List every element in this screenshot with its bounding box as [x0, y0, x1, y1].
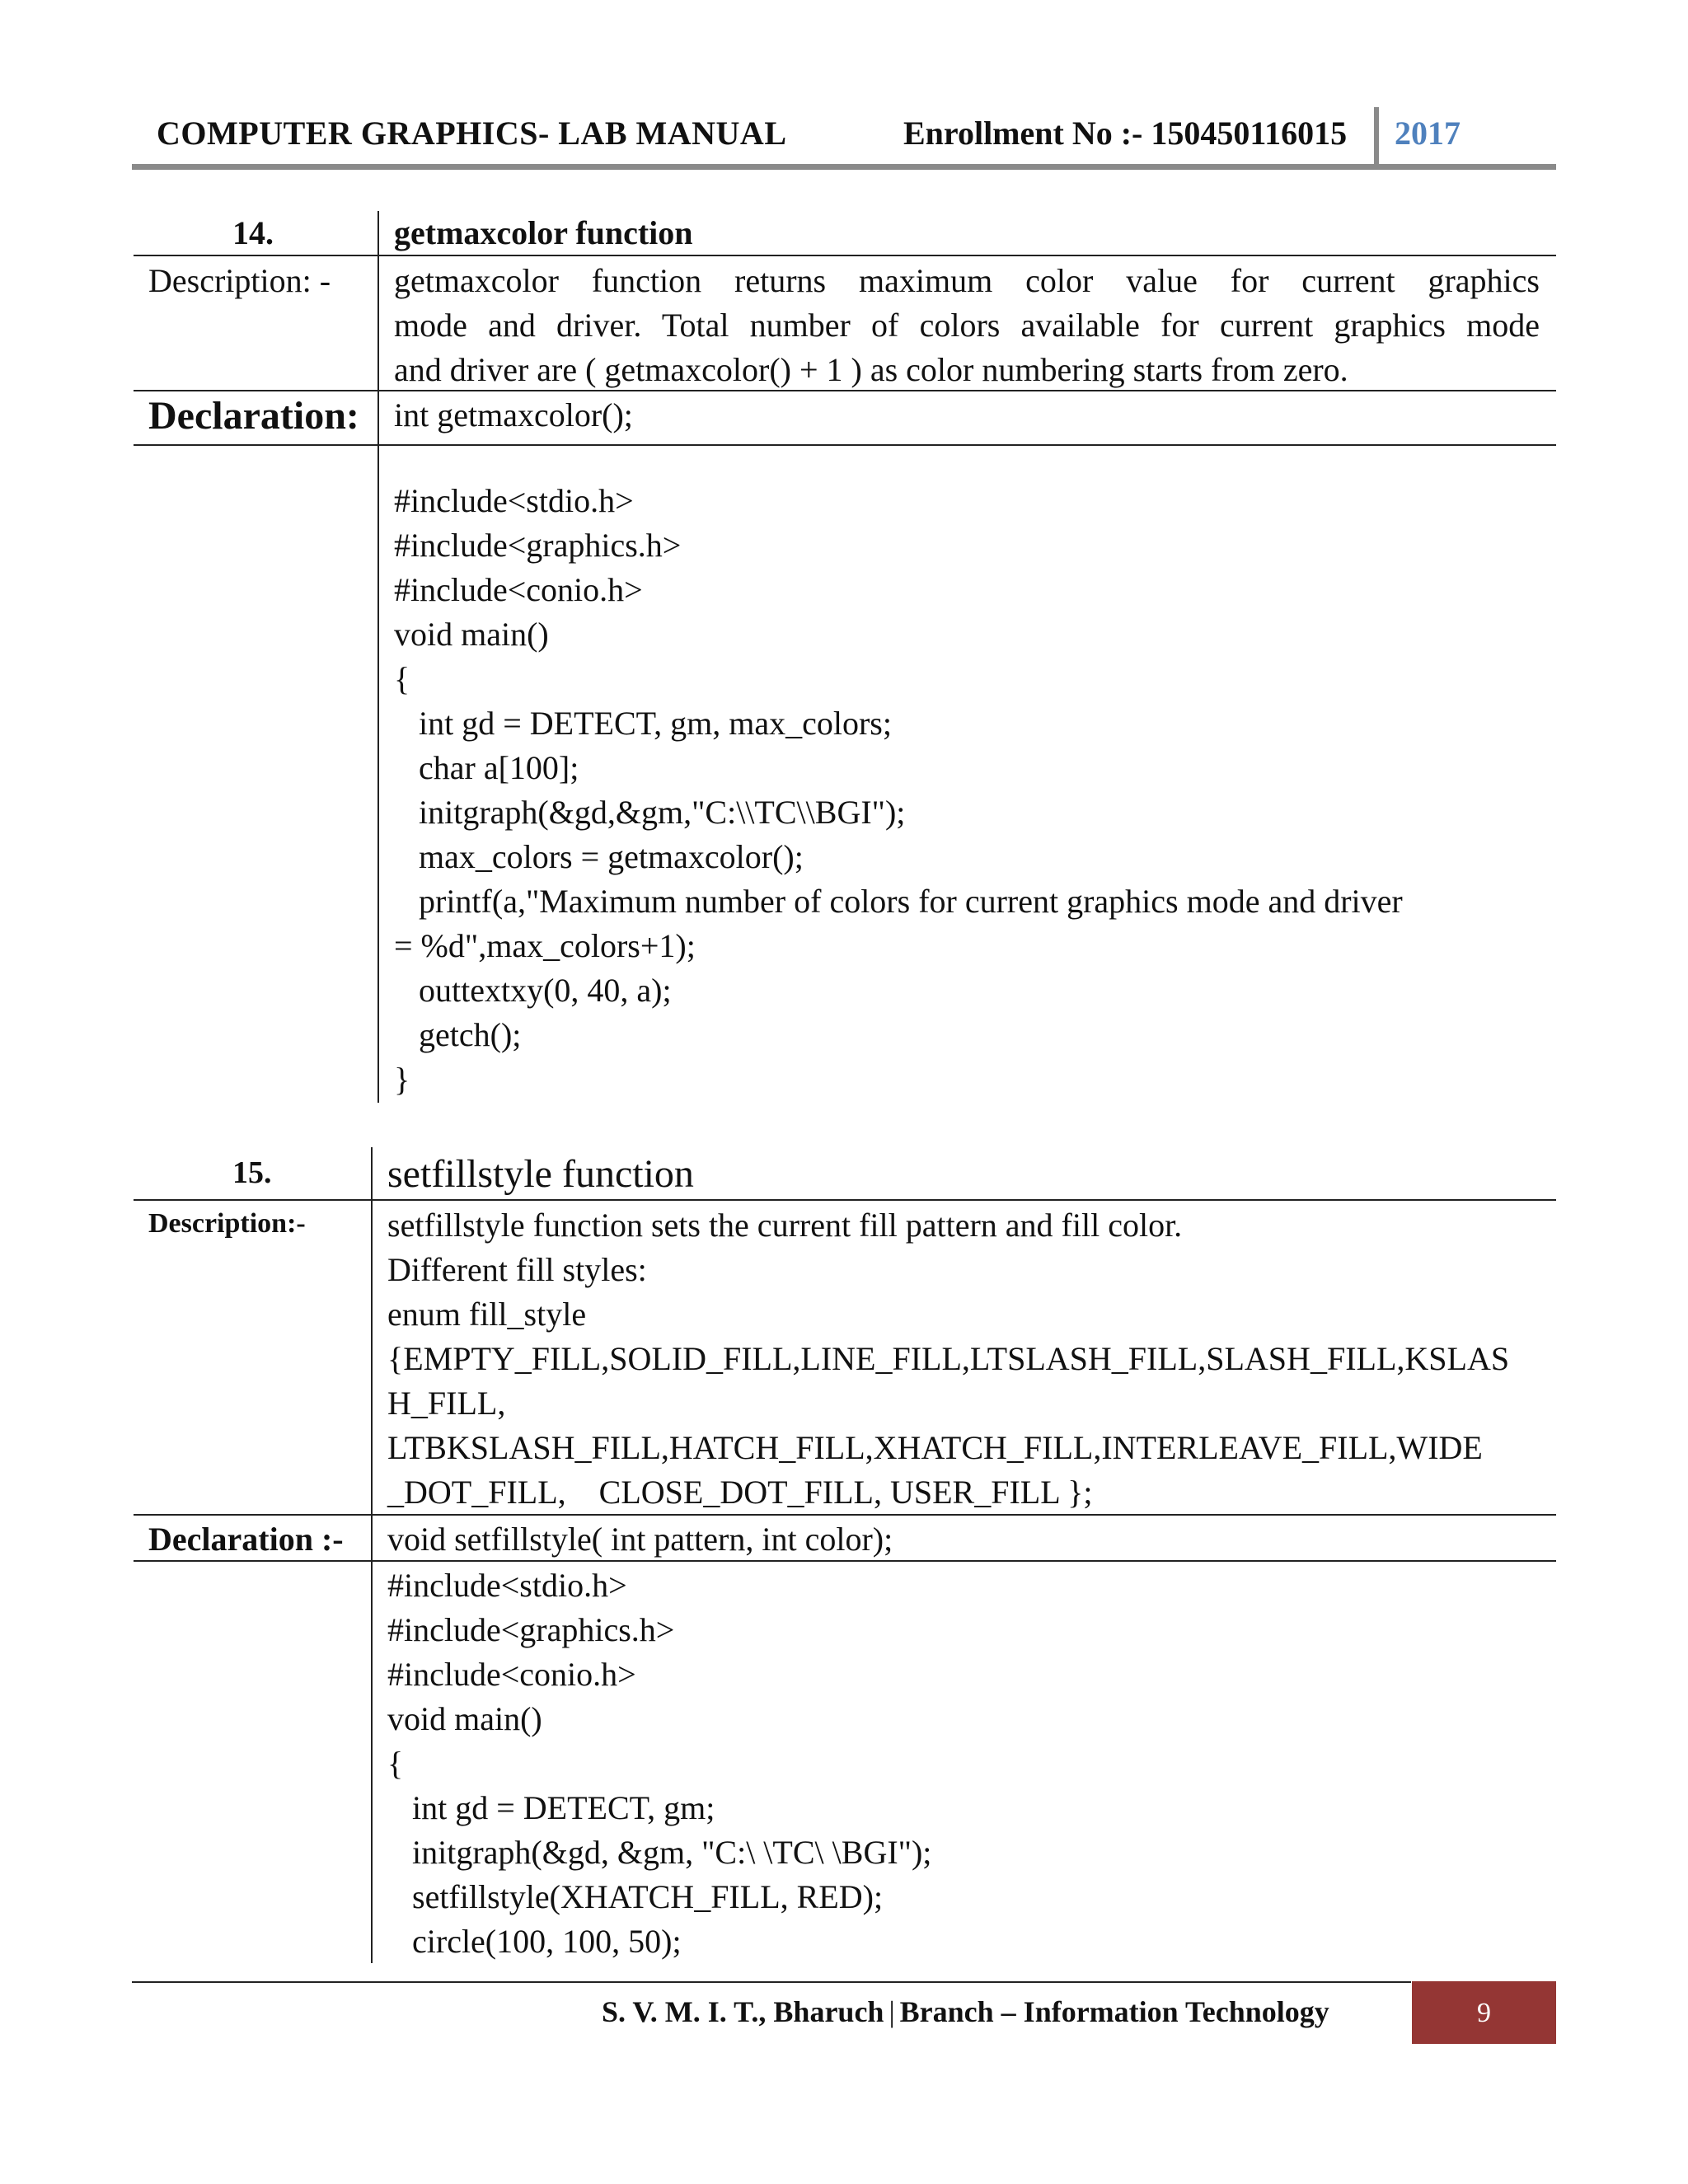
code-line: setfillstyle(XHATCH_FILL, RED);: [387, 1878, 884, 1915]
section-14-declaration: int getmaxcolor();: [394, 396, 633, 434]
section-14-number: 14.: [232, 214, 274, 251]
page-footer: [602, 1994, 1329, 2029]
code-line: {: [394, 660, 410, 697]
footer-separator: |: [889, 1995, 895, 2028]
section-14-description-line: and driver are ( getmaxcolor() + 1 ) as color numbering starts from zero.: [394, 351, 1348, 388]
section-14-heading: getmaxcolor function: [394, 214, 693, 251]
code-line: #include<graphics.h>: [387, 1611, 675, 1648]
section-15-declaration-label: Declaration :-: [148, 1521, 344, 1558]
header-rule: [132, 164, 1556, 170]
section-14-description-line: mode and driver. Total number of colors available for current graphics mode: [394, 307, 1540, 344]
footer-rule: [132, 1981, 1411, 1983]
section-14-declaration-label: Declaration:: [148, 394, 359, 438]
code-line: max_colors = getmaxcolor();: [394, 838, 804, 875]
code-line: }: [394, 1061, 410, 1098]
section-15-description-line: setfillstyle function sets the current fill pattern and fill color.: [387, 1207, 1183, 1244]
section-14-description-line: getmaxcolor function returns maximum color value for current graphics: [394, 262, 1540, 299]
page-number-box: [1412, 1981, 1556, 2044]
section-15-description-line: {EMPTY_FILL,SOLID_FILL,LINE_FILL,LTSLASH_FILL,SLASH_FILL,KSLAS: [387, 1340, 1510, 1377]
section-15-description-line: _DOT_FILL, CLOSE_DOT_FILL, USER_FILL };: [387, 1474, 1093, 1511]
section-15-description-label: Description:-: [148, 1208, 306, 1239]
code-line: int gd = DETECT, gm;: [387, 1789, 715, 1826]
footer-branch: Branch – Information Technology: [899, 1995, 1329, 2028]
section-15-declaration: void setfillstyle( int pattern, int color);: [387, 1521, 893, 1558]
code-line: initgraph(&gd,&gm,"C:\\TC\\BGI");: [394, 794, 906, 831]
code-line: char a[100];: [394, 749, 579, 786]
code-line: #include<stdio.h>: [394, 482, 634, 519]
code-line: initgraph(&gd, &gm, "C:\ \TC\ \BGI");: [387, 1834, 932, 1871]
section-15-description-line: enum fill_style: [387, 1296, 587, 1333]
code-line: circle(100, 100, 50);: [387, 1923, 682, 1960]
page-header: [132, 107, 1558, 165]
section-14-divider: [377, 211, 379, 1103]
header-separator: [1374, 107, 1379, 166]
footer-institute: S. V. M. I. T., Bharuch: [602, 1995, 884, 2028]
code-line: {: [387, 1745, 404, 1782]
header-year: 2017: [1395, 115, 1461, 152]
section-14-description-label: Description: -: [148, 262, 331, 299]
section-15-heading-rule: [134, 1199, 1556, 1201]
code-line: printf(a,"Maximum number of colors for current graphics mode and driver: [394, 883, 1403, 920]
section-15-description-line: H_FILL,: [387, 1385, 506, 1422]
section-15-description-line: LTBKSLASH_FILL,HATCH_FILL,XHATCH_FILL,INTERLEAVE_FILL,WIDE: [387, 1429, 1483, 1466]
section-15-description-rule: [134, 1514, 1556, 1516]
manual-title: COMPUTER GRAPHICS- LAB MANUAL: [157, 115, 787, 152]
code-line: void main(): [394, 616, 549, 653]
section-14-description-rule: [134, 390, 1556, 391]
section-15-number: 15.: [232, 1155, 272, 1190]
section-14-heading-rule: [134, 255, 1556, 256]
page-number: 9: [1477, 1998, 1491, 2028]
code-line: outtextxy(0, 40, a);: [394, 972, 672, 1009]
code-line: = %d",max_colors+1);: [394, 927, 696, 964]
code-line: #include<graphics.h>: [394, 527, 682, 564]
section-15-declaration-rule: [134, 1560, 1556, 1562]
section-14-declaration-rule: [134, 444, 1556, 446]
section-15-heading: setfillstyle function: [387, 1152, 694, 1196]
code-line: getch();: [394, 1016, 522, 1053]
code-line: #include<conio.h>: [394, 571, 643, 608]
section-15-description-line: Different fill styles:: [387, 1251, 647, 1288]
section-15-divider: [371, 1147, 373, 1963]
code-line: void main(): [387, 1700, 542, 1737]
code-line: #include<conio.h>: [387, 1656, 636, 1693]
enrollment-number: Enrollment No :- 150450116015: [903, 115, 1348, 152]
code-line: #include<stdio.h>: [387, 1567, 627, 1604]
code-line: int gd = DETECT, gm, max_colors;: [394, 705, 892, 742]
